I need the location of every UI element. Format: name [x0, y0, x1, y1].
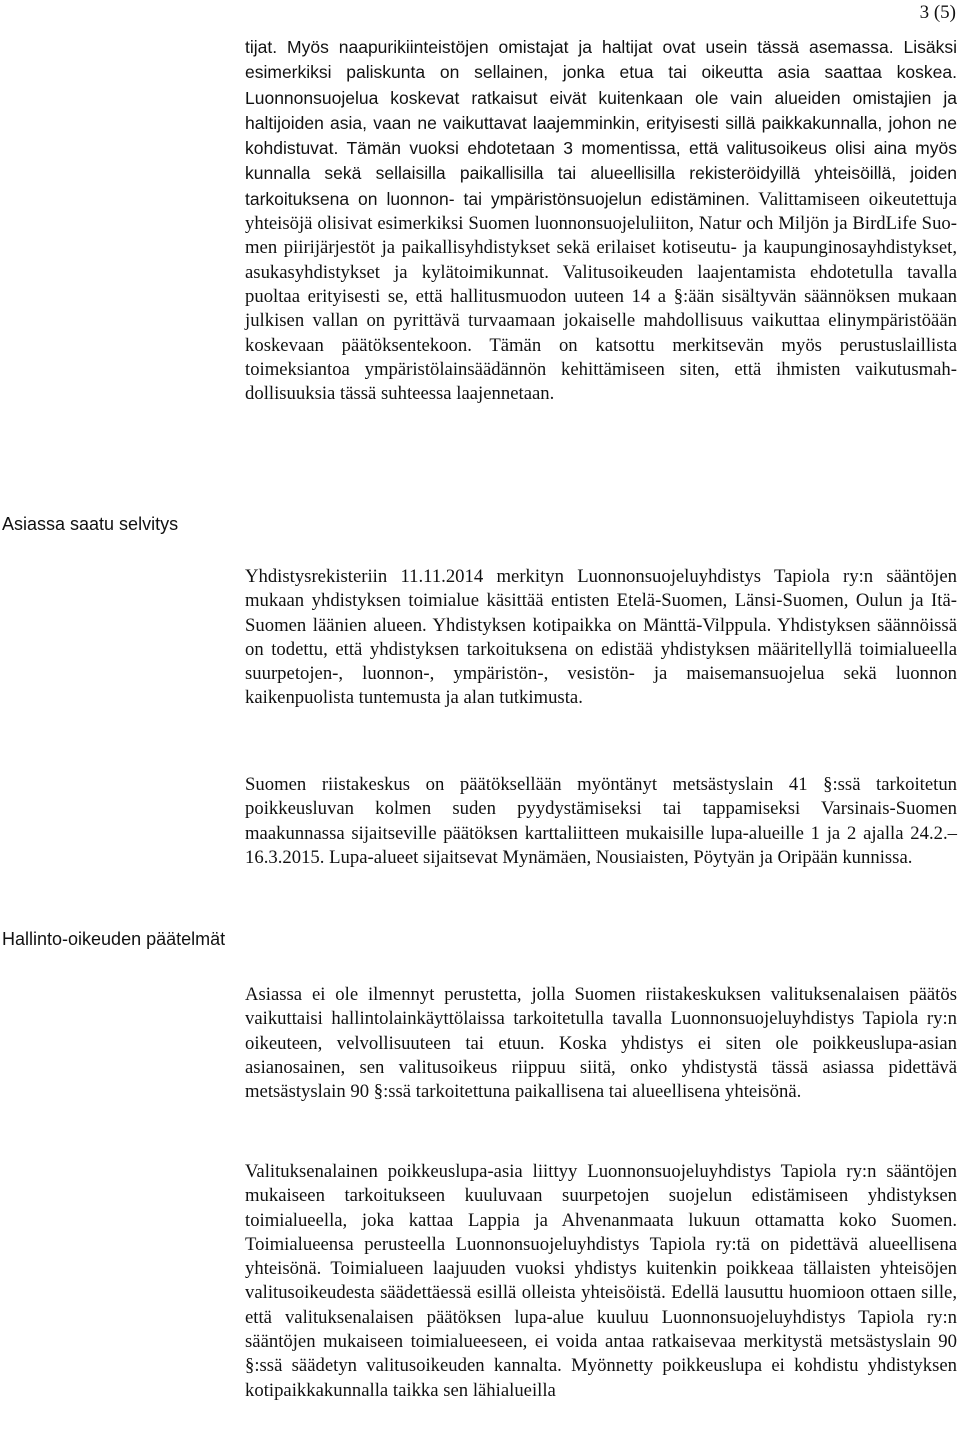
paragraph-legal-background-part2: Valittamiseen oikeutettuja yhteisöjä olisivat esimerkiksi Suomen luonnonsuojeluliiton, Natur och Miljön ja BirdLife Suomen piirijärjestöt ja paikallisyhdistykset sekä erilaiset kotiseutu- ja kaupunginosayhdistykset, asukasyhdistykset ja kylätoimikunnat. Valitusoikeuden laajentamista ehdotetulla tavalla puoltaa erityisesti se, että hallitusmuodon uuteen 14 a §:ään sisältyvän säännöksen mukaan julkisen vallan on pyrittävä turvaamaan jokaiselle mahdollisuus vaikuttaa elinympäristöään koskevaan päätöksentekoon. Tämän on katsottu merkitsevän myös perustuslaillista toimeksiantoa ympäristölainsäädännön kehittämiseen siten, että ihmisten vaikutusmahdollisuuksia tässä suhteessa laajennetaan.	[245, 188, 957, 405]
paragraph-permit-decision	[245, 773, 957, 870]
paragraph-text: Yhdistysrekisteriin 11.11.2014 merkityn Luonnonsuojeluyhdistys Tapiola ry:n sääntöjen mukaan yhdistyksen toimialue käsittää entisten Etelä-Suomen, Länsi-Suomen, Oulun ja Itä-Suomen läänien alueen. Yhdistyksen kotipaikka on Mänttä-Vilppula. Yhdistyksen säännöissä on todettu, että yhdistyksen tarkoituksena on edistää yhdistyksen määritellyllä toimialueella suurpetojen-, luonnon-, ympäristön-, vesistön- ja maisemansuojelua sekä luonnon kaikenpuolista tuntemusta ja alan tutkimusta.	[245, 566, 957, 709]
paragraph-text: Suomen riistakeskus on päätöksellään myöntänyt metsästyslain 41 §:ssä tarkoitetun poikkeusluvan kolmen suden pyydystämiseksi tai tappamiseksi Varsinais-Suomen maakunnassa sijaitseville päätöksen karttaliitteen mukaisille lupa-alueille 1 ja 2 ajalla 24.2.–16.3.2015. Lupa-alueet sijaitsevat Mynämäen, Nousiaisten, Pöytyän ja Oripään kunnissa.	[245, 774, 957, 868]
paragraph-text: Valituksenalainen poikkeuslupa-asia liittyy Luonnonsuojeluyhdistys Tapiola ry:n sääntöjen mukaiseen tarkoitukseen kuuluvaan suurpetojen suojelun edistämiseen yhdistyksen toimialueella, joka kattaa Lappia ja Ahvenanmaata lukuun ottamatta koko Suomen. Toimialueensa perusteella Luonnonsuojeluyhdistys Tapiola ry:tä on pidettävä alueellisena yhteisönä. Toimialueen laajuuden vuoksi yhdistys kuitenkin poikkeaa tällaisten yhteisöjen valitusoikeudesta säädettäessä esillä olleista yhteisöistä. Edellä lausuttu huomioon ottaen sille, että valituksenalaisen päätöksen lupa-alue kuuluu Luonnonsuojeluyhdistys Tapiola ry:n sääntöjen mukaiseen toimialueeseen, ei voida antaa ratkaisevaa merkitystä metsästyslain 90 §:ssä säädetyn valitusoikeuden kannalta. Myönnetty poikkeuslupa ei kohdistu yhdistyksen kotipaikkakunnalla taikka sen lähialueilla	[245, 1161, 957, 1401]
section-heading-evidence: Asiassa saatu selvitys	[2, 514, 179, 534]
paragraph-text: Asiassa ei ole ilmennyt perustetta, jolla Suomen riistakeskuksen valituksenalaisen päätös vaikuttaisi hallintolainkäyttölaissa tarkoitetulla tavalla Luonnonsuojeluyhdistys Tapiola ry:n oikeuteen, velvollisuuteen tai etuun. Koska yhdistys ei siten ole poikkeuslupa-asian asianosainen, sen valitusoikeus riippuu siitä, onko yhdistystä tässä asiassa pidettävä metsästyslain 90 §:ssä tarkoitettuna paikallisena tai alueellisena yhteisönä.	[245, 984, 957, 1103]
paragraph-legal-background-part1: tijat. Myös naapurikiinteistöjen omistajat ja haltijat ovat usein tässä asemassa. Lisäksi esimerkiksi paliskunta on sellainen, jonka etua tai oikeutta asia saattaa koskea. Luonnonsuojelua koskevat ratkaisut eivät kuitenkaan ole vain alueiden omistajien ja haltijoiden asia, vaan ne vaikuttavat laajemminkin, erityisesti sillä paikkakunnalla, johon ne kohdistuvat. Tämän vuoksi ehdotetaan 3 momentissa, että valitusoikeus olisi aina myös kunnalla sekä sellaisilla paikallisilla tai alueellisilla rekisteröidyillä yhteisöillä, joiden tarkoituksena on luonnon- tai ympäristönsuojelun edistäminen.	[245, 37, 957, 209]
paragraph-regional-association	[245, 1160, 957, 1403]
section-heading-decision: Hallinto-oikeuden päätelmät	[2, 929, 226, 949]
paragraph-legal-background	[245, 35, 957, 406]
paragraph-association-rules	[245, 565, 957, 711]
paragraph-standing-analysis	[245, 983, 957, 1104]
page-number: 3 (5)	[919, 2, 956, 23]
